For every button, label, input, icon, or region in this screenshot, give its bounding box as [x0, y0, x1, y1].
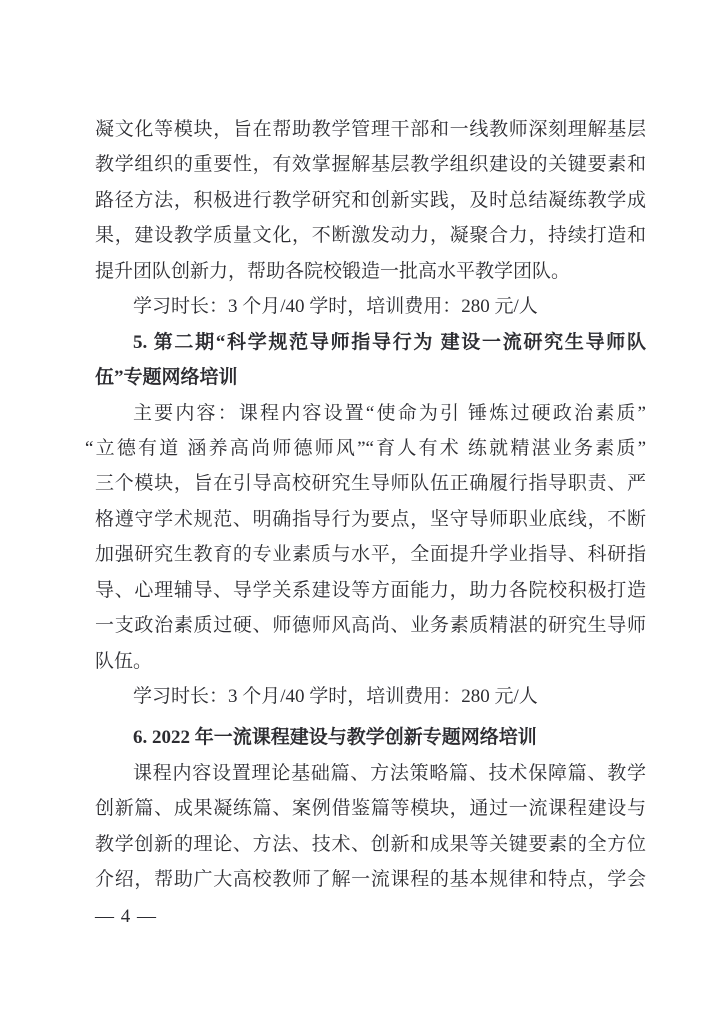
paragraph-line: 一支政治素质过硬、师德师风高尚、业务素质精湛的研究生导师 — [95, 615, 646, 637]
paragraph-line: 教学创新的理论、方法、技术、创新和成果等关键要素的全方位 — [95, 833, 646, 855]
paragraph-line: 课程内容设置理论基础篇、方法策略篇、技术保障篇、教学 — [133, 762, 646, 784]
paragraph-line: 凝文化等模块，旨在帮助教学管理干部和一线教师深刻理解基层 — [95, 119, 646, 140]
paragraph-line: 导、心理辅导、导学关系建设等方面能力，助力各院校积极打造 — [95, 579, 646, 601]
page-number: — 4 — — [95, 906, 157, 927]
paragraph-line: 加强研究生教育的专业素质与水平，全面提升学业指导、科研指 — [95, 544, 646, 566]
paragraph-line: 创新篇、成果凝练篇、案例借鉴篇等模块，通过一流课程建设与 — [95, 798, 646, 820]
course-duration-fee-line: 学习时长：3 个月/40 学时，培训费用：280 元/人 — [133, 296, 538, 318]
paragraph-line: 果，建设教学质量文化，不断激发动力，凝聚合力，持续打造和 — [95, 225, 646, 247]
document-body — [85, 112, 646, 898]
paragraph-line: 队伍。 — [95, 650, 153, 672]
paragraph-line: 三个模块，旨在引导高校研究生导师队伍正确履行指导职责、严 — [95, 473, 646, 495]
paragraph-line: 主要内容：课程内容设置“使命为引 锤炼过硬政治素质” — [133, 402, 646, 424]
paragraph-line: 教学组织的重要性，有效掌握解基层教学组织建设的关键要素和 — [95, 154, 646, 176]
section-heading-6: 6. 2022 年一流课程建设与教学创新专题网络培训 — [133, 727, 537, 749]
paragraph-line: 介绍，帮助广大高校教师了解一流课程的基本规律和特点，学会 — [95, 869, 646, 891]
paragraph-line: 路径方法，积极进行教学研究和创新实践，及时总结凝练教学成 — [95, 189, 646, 211]
section-heading-5-line-2: 伍”专题网络培训 — [95, 367, 238, 389]
paragraph-line: “立德有道 涵养高尚师德师风”“育人有术 练就精湛业务素质” — [85, 437, 646, 459]
paragraph-line: 格遵守学术规范、明确指导行为要点，坚守导师职业底线，不断 — [95, 508, 646, 530]
paragraph-line: 提升团队创新力，帮助各院校锻造一批高水平教学团队。 — [95, 260, 571, 282]
section-heading-5-line-1: 5. 第二期“科学规范导师指导行为 建设一流研究生导师队 — [133, 331, 646, 353]
course-duration-fee-line: 学习时长：3 个月/40 学时，培训费用：280 元/人 — [133, 686, 538, 707]
